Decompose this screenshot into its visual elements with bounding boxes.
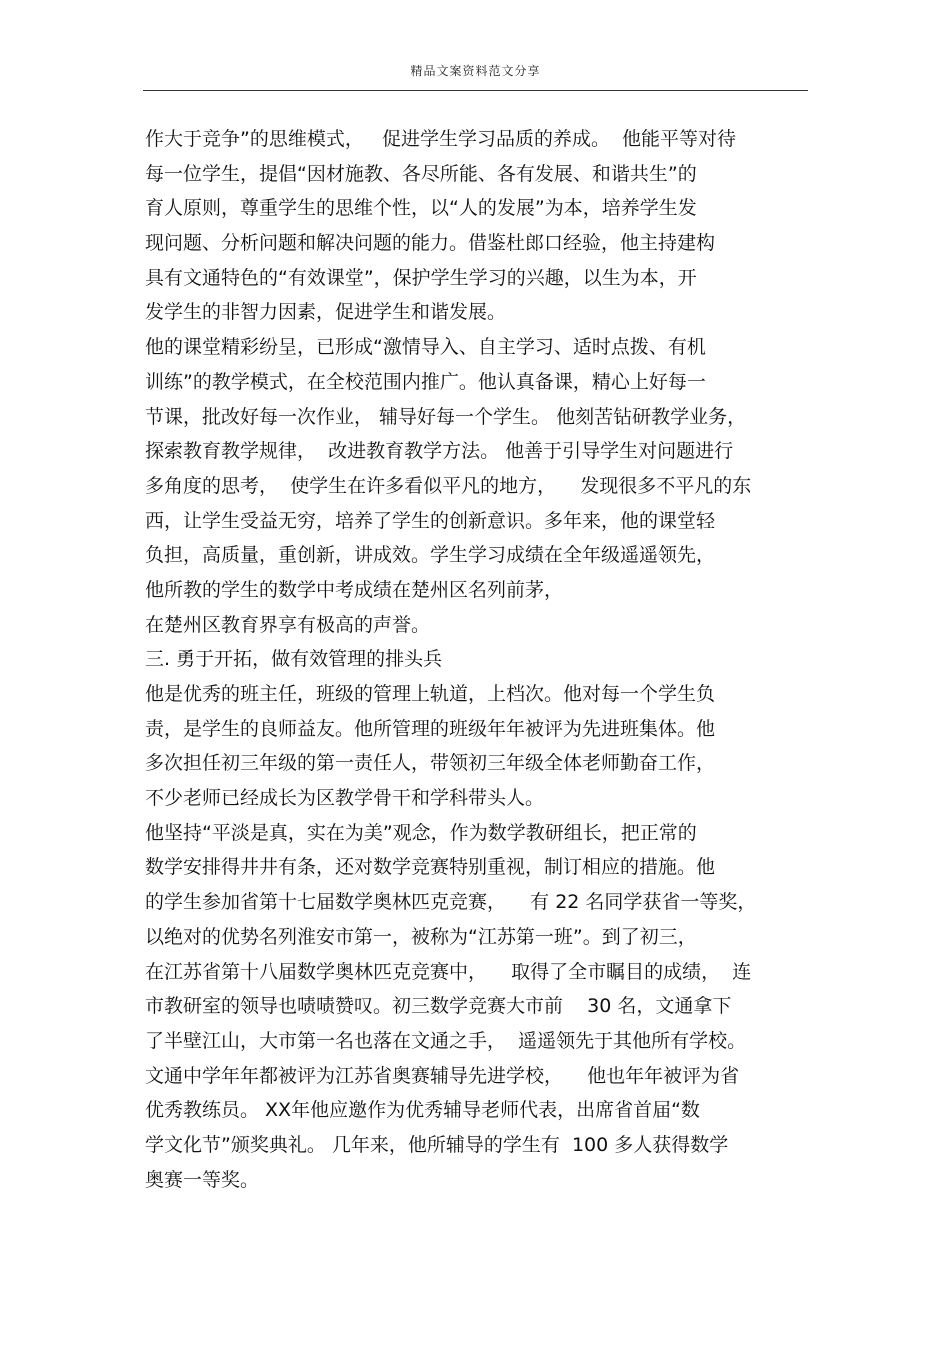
text-line: 数学安排得井井有条，还对数学竞赛特别重视，制订相应的措施。他 bbox=[145, 856, 716, 879]
text-line: 每一位学生，提倡“因材施教、各尽所能、各有发展、和谐共生”的 bbox=[145, 162, 697, 185]
text-line: 学文化节”颁奖典礼。 几年来，他所辅导的学生有 100 多人获得数学 bbox=[145, 1133, 729, 1156]
text-line: 在楚州区教育界享有极高的声誉。 bbox=[145, 613, 431, 636]
text-line: 西，让学生受益无穷，培养了学生的创新意识。多年来，他的课堂轻 bbox=[145, 509, 716, 532]
text-line: 训练”的教学模式，在全校范围内推广。他认真备课，精心上好每一 bbox=[145, 370, 706, 393]
text-line: 了半壁江山，大市第一名也落在文通之手， 遥遥领先于其他所有学校。 bbox=[145, 1029, 747, 1052]
text-line: 负担，高质量，重创新，讲成效。学生学习成绩在全年级遥遥领先， bbox=[145, 544, 716, 567]
text-line: 文通中学年年都被评为江苏省奥赛辅导先进学校， 他也年年被评为省 bbox=[145, 1064, 740, 1087]
text-line: 发学生的非智力因素，促进学生和谐发展。 bbox=[145, 301, 507, 324]
text-line: 奥赛一等奖。 bbox=[145, 1168, 260, 1191]
text-line: 多次担任初三年级的第一责任人，带领初三年级全体老师勤奋工作， bbox=[145, 752, 716, 775]
text-line: 市教研室的领导也啧啧赞叹。初三数学竞赛大市前 30 名，文通拿下 bbox=[145, 995, 732, 1018]
text-line: 他是优秀的班主任，班级的管理上轨道，上档次。他对每一个学生负 bbox=[145, 683, 716, 705]
text-line: 不少老师已经成长为区教学骨干和学科带头人。 bbox=[145, 787, 545, 810]
text-line: 在江苏省第十八届数学奥林匹克竞赛中， 取得了全市瞩目的成绩， 连 bbox=[145, 960, 752, 983]
text-line: 优秀教练员。 XX年他应邀作为优秀辅导老师代表，出席省首届“数 bbox=[145, 1099, 700, 1122]
text-line: 育人原则，尊重学生的思维个性，以“人的发展”为本，培养学生发 bbox=[145, 197, 697, 220]
text-line: 探索教育教学规律， 改进教育教学方法。 他善于引导学生对问题进行 bbox=[145, 440, 734, 463]
text-line: 他坚持“平淡是真，实在为美”观念，作为数学教研组长，把正常的 bbox=[145, 821, 697, 844]
page-header: 精品文案资料范文分享 bbox=[410, 64, 541, 78]
section-heading: 三. 勇于开拓，做有效管理的排头兵 bbox=[145, 648, 443, 671]
text-line: 责，是学生的良师益友。他所管理的班级年年被评为先进班集体。他 bbox=[145, 717, 716, 740]
text-line: 节课，批改好每一次作业， 辅导好每一个学生。 他刻苦钻研教学业务， bbox=[145, 405, 747, 428]
text-line: 的学生参加省第十七届数学奥林匹克竞赛， 有 22 名同学获省一等奖， bbox=[145, 891, 757, 914]
text-line: 以绝对的优势名列淮安市第一，被称为“江苏第一班”。到了初三， bbox=[145, 925, 697, 948]
text-line: 现问题、分析问题和解决问题的能力。借鉴杜郎口经验，他主持建构 bbox=[145, 232, 716, 255]
text-line: 他所教的学生的数学中考成绩在楚州区名列前茅， bbox=[145, 578, 564, 601]
text-line: 多角度的思考， 使学生在许多看似平凡的地方， 发现很多不平凡的东 bbox=[145, 474, 752, 497]
text-line: 作大于竞争”的思维模式， 促进学生学习品质的养成。 他能平等对待 bbox=[145, 128, 737, 150]
text-line: 他的课堂精彩纷呈，已形成“激情导入、自主学习、适时点拨、有机 bbox=[145, 336, 706, 359]
header-divider bbox=[143, 90, 808, 91]
document-body bbox=[145, 122, 810, 1197]
text-line: 具有文通特色的“有效课堂”，保护学生学习的兴趣，以生为本，开 bbox=[145, 266, 697, 289]
